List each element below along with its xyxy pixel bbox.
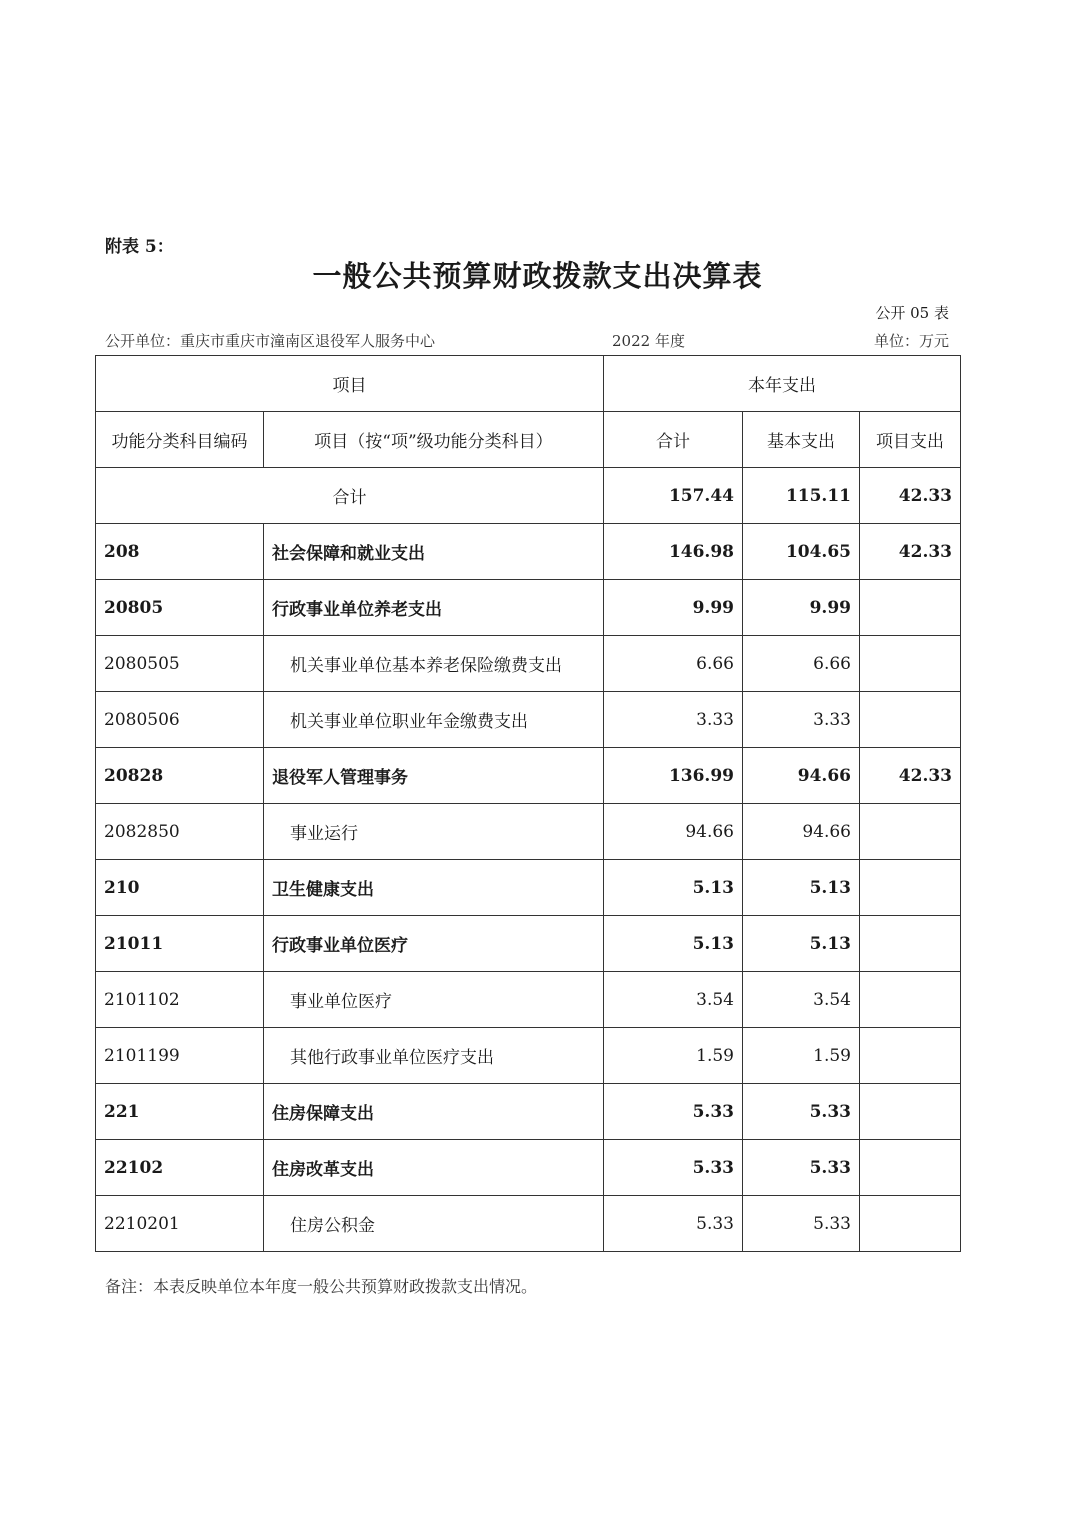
row-basic: 5.33 <box>743 1084 860 1140</box>
expenditure-table <box>95 355 961 1252</box>
table-row <box>96 1084 961 1140</box>
row-total: 1.59 <box>604 1028 743 1084</box>
row-code: 22102 <box>96 1140 264 1196</box>
row-code: 2080505 <box>96 636 264 692</box>
row-code: 20805 <box>96 580 264 636</box>
row-basic: 94.66 <box>743 804 860 860</box>
row-project <box>860 636 961 692</box>
row-total: 136.99 <box>604 748 743 804</box>
row-project <box>860 580 961 636</box>
row-code: 20828 <box>96 748 264 804</box>
document-title: 一般公共预算财政拨款支出决算表 <box>312 259 763 293</box>
total-label: 合计 <box>96 468 604 524</box>
total-row <box>96 468 961 524</box>
row-name: 退役军人管理事务 <box>264 748 604 804</box>
row-total: 5.13 <box>604 860 743 916</box>
row-basic: 3.33 <box>743 692 860 748</box>
total-basic: 115.11 <box>743 468 860 524</box>
row-code: 2080506 <box>96 692 264 748</box>
table-row <box>96 972 961 1028</box>
row-basic: 5.13 <box>743 916 860 972</box>
row-total: 5.13 <box>604 916 743 972</box>
header-current-year-spending: 本年支出 <box>604 356 961 412</box>
row-name: 行政事业单位医疗 <box>264 916 604 972</box>
row-basic: 1.59 <box>743 1028 860 1084</box>
attachment-label: 附表 5： <box>105 237 174 257</box>
header-project-spending: 项目支出 <box>860 412 961 468</box>
row-code: 221 <box>96 1084 264 1140</box>
header-basic: 基本支出 <box>743 412 860 468</box>
row-name: 住房公积金 <box>264 1196 604 1252</box>
row-name: 行政事业单位养老支出 <box>264 580 604 636</box>
row-project <box>860 1028 961 1084</box>
row-project <box>860 860 961 916</box>
row-basic: 3.54 <box>743 972 860 1028</box>
header-code: 功能分类科目编码 <box>96 412 264 468</box>
row-total: 3.54 <box>604 972 743 1028</box>
row-code: 2210201 <box>96 1196 264 1252</box>
header-row-1 <box>96 356 961 412</box>
row-total: 94.66 <box>604 804 743 860</box>
row-total: 5.33 <box>604 1196 743 1252</box>
table-row <box>96 580 961 636</box>
row-project <box>860 804 961 860</box>
header-item-name: 项目（按“项”级功能分类科目） <box>264 412 604 468</box>
row-total: 5.33 <box>604 1140 743 1196</box>
row-basic: 5.33 <box>743 1140 860 1196</box>
row-basic: 9.99 <box>743 580 860 636</box>
row-project <box>860 1140 961 1196</box>
table-row <box>96 1140 961 1196</box>
row-name: 事业单位医疗 <box>264 972 604 1028</box>
fiscal-year: 2022 年度 <box>612 332 685 350</box>
row-basic: 5.13 <box>743 860 860 916</box>
table-row <box>96 524 961 580</box>
row-project <box>860 972 961 1028</box>
row-project: 42.33 <box>860 748 961 804</box>
table-number: 公开 05 表 <box>875 304 949 322</box>
row-project <box>860 916 961 972</box>
row-total: 3.33 <box>604 692 743 748</box>
row-total: 9.99 <box>604 580 743 636</box>
table-row <box>96 748 961 804</box>
row-name: 住房改革支出 <box>264 1140 604 1196</box>
table-row <box>96 860 961 916</box>
row-project <box>860 1196 961 1252</box>
header-project: 项目 <box>96 356 604 412</box>
row-code: 2082850 <box>96 804 264 860</box>
row-basic: 94.66 <box>743 748 860 804</box>
row-total: 146.98 <box>604 524 743 580</box>
row-code: 2101102 <box>96 972 264 1028</box>
row-code: 210 <box>96 860 264 916</box>
row-name: 机关事业单位职业年金缴费支出 <box>264 692 604 748</box>
row-code: 2101199 <box>96 1028 264 1084</box>
header-total: 合计 <box>604 412 743 468</box>
total-project: 42.33 <box>860 468 961 524</box>
table-row <box>96 804 961 860</box>
row-name: 住房保障支出 <box>264 1084 604 1140</box>
row-project <box>860 692 961 748</box>
row-name: 机关事业单位基本养老保险缴费支出 <box>264 636 604 692</box>
table-row <box>96 1196 961 1252</box>
table-row <box>96 1028 961 1084</box>
row-name: 其他行政事业单位医疗支出 <box>264 1028 604 1084</box>
row-basic: 104.65 <box>743 524 860 580</box>
row-project <box>860 1084 961 1140</box>
header-row-2 <box>96 412 961 468</box>
row-total: 6.66 <box>604 636 743 692</box>
row-basic: 6.66 <box>743 636 860 692</box>
row-code: 21011 <box>96 916 264 972</box>
row-total: 5.33 <box>604 1084 743 1140</box>
table-row <box>96 636 961 692</box>
total-total: 157.44 <box>604 468 743 524</box>
row-code: 208 <box>96 524 264 580</box>
row-name: 社会保障和就业支出 <box>264 524 604 580</box>
row-name: 事业运行 <box>264 804 604 860</box>
reporting-unit: 公开单位：重庆市重庆市潼南区退役军人服务中心 <box>105 332 436 350</box>
row-name: 卫生健康支出 <box>264 860 604 916</box>
footnote: 备注：本表反映单位本年度一般公共预算财政拨款支出情况。 <box>105 1277 538 1296</box>
money-unit: 单位：万元 <box>873 332 949 350</box>
row-basic: 5.33 <box>743 1196 860 1252</box>
row-project: 42.33 <box>860 524 961 580</box>
table-row <box>96 692 961 748</box>
table-row <box>96 916 961 972</box>
